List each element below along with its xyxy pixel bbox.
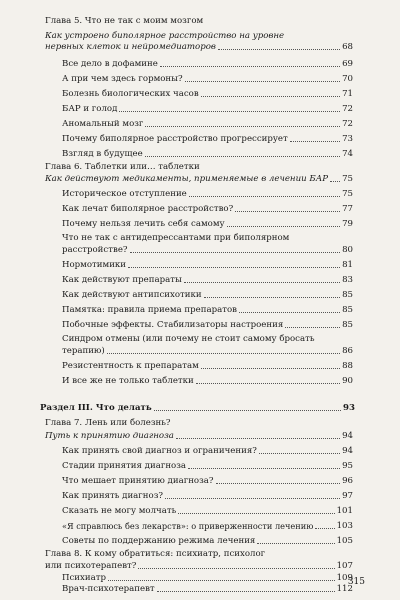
toc-entry[interactable]: [62, 573, 353, 584]
page-ref: 77: [342, 204, 353, 214]
page-ref: 85: [342, 320, 353, 330]
toc-entry[interactable]: [62, 476, 353, 487]
toc-entry[interactable]: [62, 275, 353, 286]
toc-entry[interactable]: [62, 204, 353, 215]
toc-entry-label: Сказать не могу молчать: [62, 506, 177, 516]
toc-entry-label: Советы по поддержанию режима лечения: [62, 536, 256, 546]
leader-dots: [138, 568, 334, 569]
leader-dots: [259, 453, 340, 454]
leader-dots: [201, 96, 340, 97]
toc-entry-label: Нормотимики: [62, 260, 127, 270]
page-ref: 95: [342, 461, 353, 471]
page-ref: 88: [342, 361, 353, 371]
toc-entry[interactable]: [62, 119, 353, 130]
leader-dots: [178, 513, 334, 514]
page-ref: 69: [342, 59, 353, 69]
toc-entry[interactable]: [62, 189, 353, 200]
leader-dots: [216, 483, 341, 484]
section-3-title: Раздел III. Что делать: [40, 403, 152, 413]
page-ref: 73: [342, 134, 353, 144]
toc-entry-label: Все дело в дофамине: [62, 59, 158, 69]
page-number: 315: [347, 577, 365, 587]
leader-dots: [257, 543, 334, 544]
toc-entry[interactable]: [62, 149, 353, 160]
toc-entry-label: Болезнь биологических часов: [62, 89, 199, 99]
toc-entry[interactable]: [62, 536, 353, 547]
page-ref: 105: [336, 536, 353, 546]
page-ref: 75: [342, 189, 353, 199]
toc-entry-label: Аномальный мозг: [62, 119, 144, 129]
toc-entry[interactable]: [62, 305, 353, 316]
leader-dots: [188, 468, 340, 469]
toc-entry[interactable]: [62, 219, 353, 230]
leader-dots: [196, 383, 340, 384]
page-ref: 97: [342, 491, 353, 501]
page-ref: 94: [342, 446, 353, 456]
chapter-5-title: Глава 5. Что не так с моим мозгом: [45, 16, 204, 26]
chapter-7-intro: Путь к принятию диагноза: [45, 431, 174, 441]
chapter-5-intro-entry[interactable]: [45, 42, 353, 53]
toc-entry-label: Как лечат биполярное расстройство?: [62, 204, 234, 214]
toc-entry[interactable]: [62, 461, 353, 472]
toc-entry[interactable]: [62, 346, 353, 357]
leader-dots: [128, 267, 340, 268]
leader-dots: [165, 498, 340, 499]
leader-dots: [145, 156, 340, 157]
leader-dots: [157, 591, 335, 592]
page-ref: 90: [342, 376, 353, 386]
toc-entry[interactable]: [62, 245, 353, 256]
leader-dots: [107, 353, 340, 354]
leader-dots: [315, 528, 334, 529]
toc-entry-label: Почему биполярное расстройство прогрессирует: [62, 134, 288, 144]
leader-dots: [119, 111, 340, 112]
toc-entry-label-line2: терапию): [62, 346, 105, 356]
page-ref: 96: [342, 476, 353, 486]
page-ref: 75: [342, 174, 353, 184]
leader-dots: [160, 66, 340, 67]
page-ref: 85: [342, 290, 353, 300]
page-ref: 81: [342, 260, 353, 270]
toc-entry-label: Что мешает принятию диагноза?: [62, 476, 214, 486]
toc-entry-label: Как принять диагноз?: [62, 491, 163, 501]
toc-entry[interactable]: [62, 74, 353, 85]
leader-dots: [184, 282, 340, 283]
page-ref: 109: [336, 573, 353, 583]
page-ref: 107: [336, 561, 353, 571]
leader-dots: [108, 580, 335, 581]
toc-entry[interactable]: [62, 320, 353, 331]
page-ref: 101: [336, 506, 353, 516]
toc-entry[interactable]: [62, 491, 353, 502]
page-ref: 94: [342, 431, 353, 441]
page-ref: 72: [342, 104, 353, 114]
toc-entry[interactable]: [62, 260, 353, 271]
leader-dots: [218, 49, 340, 50]
toc-entry-label: «Я справлюсь без лекарств»: о приверженности лечению: [62, 521, 314, 532]
leader-dots: [204, 297, 340, 298]
leader-dots: [239, 312, 340, 313]
toc-entry-label: БАР и голод: [62, 104, 118, 114]
page-ref: 85: [342, 305, 353, 315]
toc-entry[interactable]: [62, 59, 353, 70]
toc-entry-label: Побочные эффекты. Стабилизаторы настроения: [62, 320, 284, 330]
toc-entry-label: Как действуют антипсихотики: [62, 290, 202, 300]
toc-entry-label: Как действуют препараты: [62, 275, 182, 285]
toc-entry[interactable]: [62, 506, 353, 517]
page-ref: 79: [342, 219, 353, 229]
toc-entry[interactable]: [62, 584, 353, 595]
chapter-8-title-line2: или психотерапевт?: [45, 561, 137, 571]
toc-entry-label: Как принять свой диагноз и ограничения?: [62, 446, 257, 456]
leader-dots: [145, 126, 340, 127]
toc-entry-label: Взгляд в будущее: [62, 149, 143, 159]
toc-entry-label: Историческое отступление: [62, 189, 187, 199]
section-3-entry[interactable]: [40, 403, 355, 414]
toc-entry-label-line1: Что не так с антидепрессантами при биполярном: [62, 233, 290, 243]
toc-entry-label: Психиатр: [62, 573, 106, 583]
toc-entry[interactable]: [62, 361, 353, 372]
leader-dots: [189, 196, 340, 197]
toc-entry[interactable]: [62, 89, 353, 100]
chapter-7-intro-entry[interactable]: [45, 431, 353, 442]
toc-entry-label: А при чем здесь гормоны?: [62, 74, 183, 84]
leader-dots: [290, 141, 340, 142]
page-ref: 68: [342, 42, 353, 52]
page-ref: 103: [336, 521, 353, 531]
toc-entry-label: Стадии принятия диагноза: [62, 461, 187, 471]
chapter-5-intro-line2: нервных клеток и нейромедиаторов: [45, 42, 216, 52]
page-ref: 74: [342, 149, 353, 159]
chapter-8-title-entry[interactable]: [45, 561, 353, 572]
leader-dots: [285, 327, 340, 328]
toc-entry[interactable]: [62, 521, 353, 532]
chapter-5-intro-line1: Как устроено биполярное расстройство на уровне: [45, 31, 285, 41]
leader-dots: [235, 211, 340, 212]
leader-dots: [330, 181, 340, 182]
toc-entry-label: Памятка: правила приема препаратов: [62, 305, 237, 315]
toc-entry-label: Резистентность к препаратам: [62, 361, 199, 371]
toc-entry[interactable]: [62, 290, 353, 301]
leader-dots: [185, 81, 340, 82]
page-ref: 72: [342, 119, 353, 129]
page-ref: 83: [342, 275, 353, 285]
toc-entry-label: И все же не только таблетки: [62, 376, 194, 386]
leader-dots: [154, 410, 341, 411]
chapter-6-intro: Как действуют медикаменты, применяемые в лечении БАР: [45, 174, 328, 184]
chapter-6-title: Глава 6. Таблетки или… таблетки: [45, 162, 200, 172]
toc-entry-label: Врач-психотерапевт: [62, 584, 155, 594]
toc-entry-label-line2: расстройстве?: [62, 245, 128, 255]
chapter-7-title: Глава 7. Лень или болезнь?: [45, 418, 171, 428]
page-ref: 86: [342, 346, 353, 356]
chapter-8-title-line1: Глава 8. К кому обратиться: психиатр, психолог: [45, 549, 266, 559]
toc-entry[interactable]: [62, 134, 353, 145]
toc-entry-label: Почему нельзя лечить себя самому: [62, 219, 225, 229]
toc-entry[interactable]: [62, 376, 353, 387]
page-ref: 70: [342, 74, 353, 84]
page-ref: 93: [343, 403, 355, 413]
page-ref: 112: [336, 584, 353, 594]
toc-entry[interactable]: [62, 104, 353, 115]
leader-dots: [227, 226, 340, 227]
leader-dots: [201, 368, 340, 369]
page-ref: 80: [342, 245, 353, 255]
toc-entry[interactable]: [62, 446, 353, 457]
leader-dots: [176, 438, 340, 439]
leader-dots: [130, 252, 341, 253]
toc-entry-label-line1: Синдром отмены (или почему не стоит самому бросать: [62, 334, 315, 344]
page-ref: 71: [342, 89, 353, 99]
chapter-6-intro-entry[interactable]: [45, 174, 353, 185]
